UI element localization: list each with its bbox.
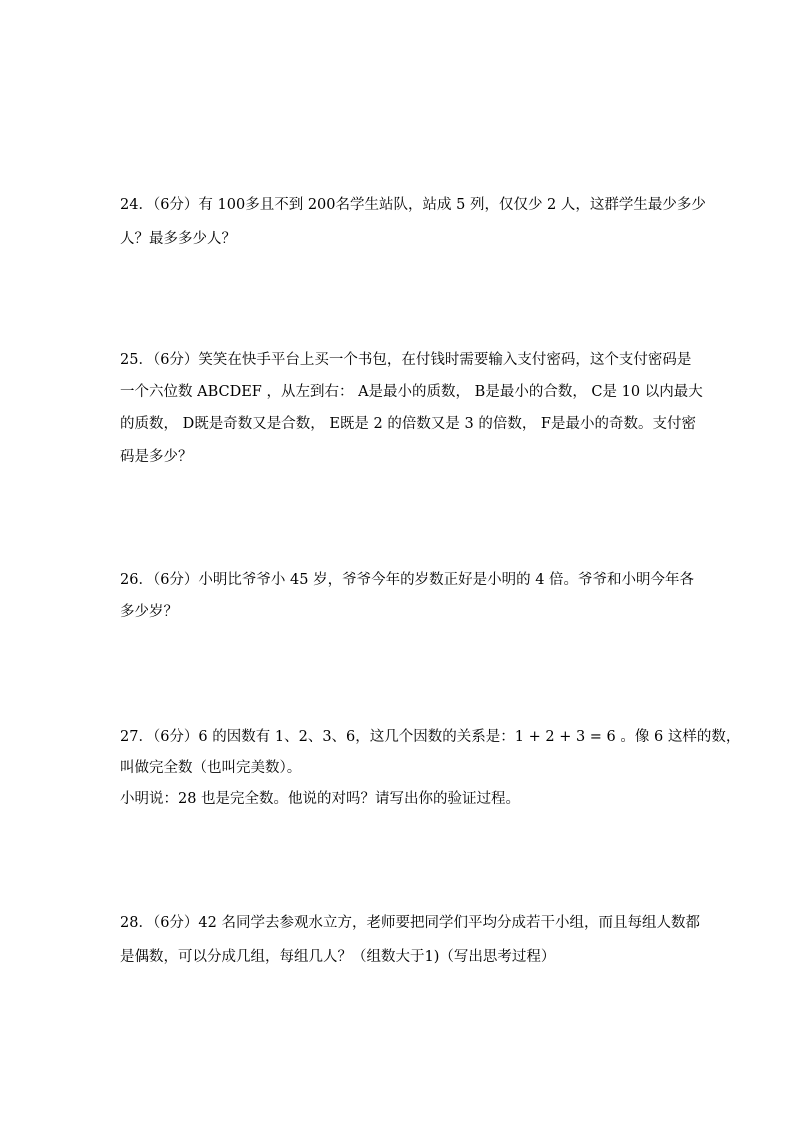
question-text-line: 一个六位数 ABCDEF ，从左到右： A是最小的质数， B是最小的合数， C是 10 以内最大 bbox=[120, 384, 703, 400]
question-text-line: 28．（6分）42 名同学去参观水立方，老师要把同学们平均分成若干小组，而且每组人数都 bbox=[120, 915, 700, 931]
question-text-line: 的质数， D既是奇数又是合数， E既是 2 的倍数又是 3 的倍数， F是最小的奇数。支付密 bbox=[120, 416, 696, 432]
question-text-line: 25．（6分）笑笑在快手平台上买一个书包，在付钱时需要输入支付密码，这个支付密码是 bbox=[120, 352, 692, 368]
question-text-line: 27．（6分）6 的因数有 1、2、3、6，这几个因数的关系是：1 + 2 + 3 = 6 。像 6 这样的数， bbox=[120, 729, 741, 745]
question-text-line: 叫做完全数（也叫完美数）。 bbox=[120, 760, 302, 776]
question-text-line: 24．（6分）有 100多且不到 200名学生站队，站成 5 列，仅仅少 2 人，这群学生最少多少 bbox=[120, 197, 706, 213]
question-text-line: 26．（6分）小明比爷爷小 45 岁，爷爷今年的岁数正好是小明的 4 倍。爷爷和小明今年各 bbox=[120, 572, 695, 588]
question-text-line: 人？最多多少人？ bbox=[120, 231, 236, 247]
question-text-line: 是偶数，可以分成几组，每组几人？（组数大于1)（写出思考过程） bbox=[120, 949, 556, 965]
question-text-line: 码是多少？ bbox=[120, 449, 193, 465]
question-text-line: 多少岁？ bbox=[120, 604, 178, 620]
question-text-line: 小明说：28 也是完全数。他说的对吗？请写出你的验证过程。 bbox=[120, 791, 521, 807]
